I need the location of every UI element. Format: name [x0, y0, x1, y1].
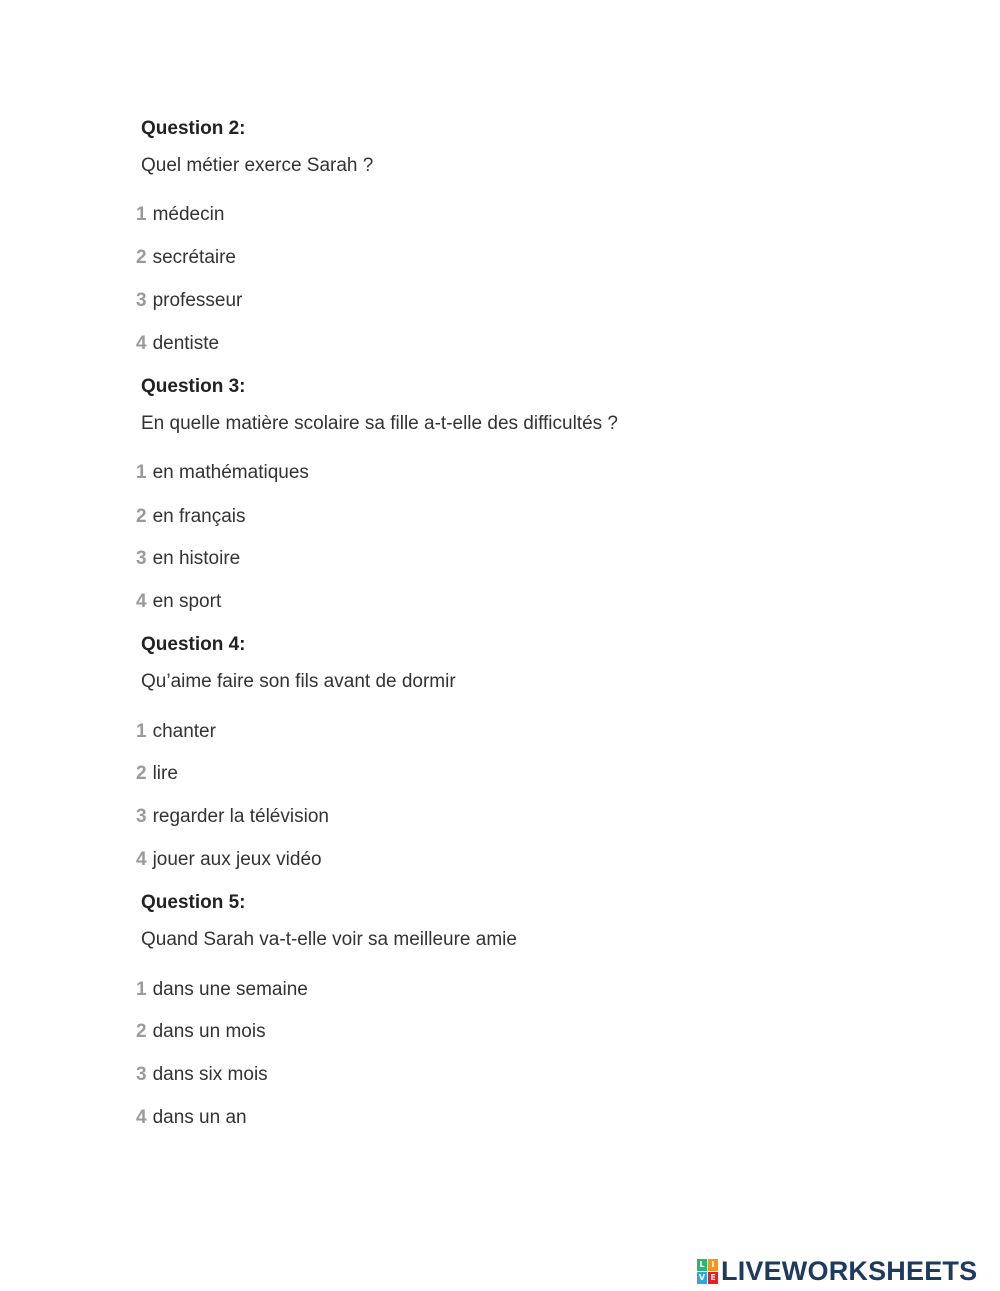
answer-option[interactable] [136, 548, 240, 570]
question-text: Quand Sarah va-t-elle voir sa meilleure amie [141, 929, 517, 950]
option-number: 4 [136, 333, 147, 354]
logo-mark-letter: L [697, 1259, 707, 1271]
logo-mark-letter: I [708, 1259, 718, 1271]
answer-option[interactable] [136, 591, 221, 613]
answer-option[interactable] [136, 1107, 247, 1129]
question-text: En quelle matière scolaire sa fille a-t-elle des difficultés ? [141, 413, 618, 434]
option-number: 4 [136, 1107, 147, 1128]
option-number: 3 [136, 290, 147, 311]
option-label: professeur [152, 290, 243, 311]
option-label: en mathématiques [152, 462, 309, 483]
option-label: dans six mois [152, 1064, 268, 1085]
option-label: jouer aux jeux vidéo [152, 849, 322, 870]
answer-option[interactable] [136, 806, 329, 828]
option-label: chanter [152, 721, 216, 742]
question-heading: Question 4: [141, 634, 246, 655]
answer-option[interactable] [136, 247, 236, 269]
question-text: Qu’aime faire son fils avant de dormir [141, 671, 456, 692]
option-number: 3 [136, 548, 147, 569]
option-number: 2 [136, 763, 147, 784]
option-label: dans un mois [152, 1021, 266, 1042]
option-number: 3 [136, 1064, 147, 1085]
liveworksheets-logo-icon [697, 1259, 718, 1284]
option-number: 1 [136, 721, 147, 742]
option-label: dans un an [152, 1107, 247, 1128]
answer-option[interactable] [136, 1021, 266, 1043]
option-number: 1 [136, 462, 147, 483]
question-heading: Question 2: [141, 118, 246, 139]
option-label: regarder la télévision [152, 806, 329, 827]
option-label: en histoire [152, 548, 241, 569]
option-number: 1 [136, 204, 147, 225]
option-number: 2 [136, 506, 147, 527]
logo-mark-letter: E [708, 1272, 718, 1284]
answer-option[interactable] [136, 333, 219, 355]
option-number: 1 [136, 979, 147, 1000]
answer-option[interactable] [136, 204, 224, 226]
option-label: dans une semaine [152, 979, 308, 1000]
liveworksheets-logo [697, 1257, 977, 1285]
option-number: 3 [136, 806, 147, 827]
answer-option[interactable] [136, 290, 242, 312]
option-label: secrétaire [152, 247, 236, 268]
answer-option[interactable] [136, 462, 309, 484]
answer-option[interactable] [136, 506, 246, 528]
option-number: 2 [136, 1021, 147, 1042]
option-label: dentiste [152, 333, 220, 354]
option-label: en français [152, 506, 246, 527]
question-heading: Question 5: [141, 892, 246, 913]
option-number: 4 [136, 591, 147, 612]
answer-option[interactable] [136, 849, 322, 871]
answer-option[interactable] [136, 1064, 268, 1086]
answer-option[interactable] [136, 979, 308, 1001]
option-number: 4 [136, 849, 147, 870]
answer-option[interactable] [136, 763, 178, 785]
logo-text: LIVEWORKSHEETS [721, 1255, 978, 1286]
logo-mark-letter: V [698, 1272, 706, 1282]
option-number: 2 [136, 247, 147, 268]
question-text: Quel métier exerce Sarah ? [141, 155, 374, 176]
question-heading: Question 3: [141, 376, 246, 397]
option-label: en sport [152, 591, 222, 612]
option-label: lire [152, 763, 178, 784]
answer-option[interactable] [136, 721, 216, 743]
option-label: médecin [152, 204, 225, 225]
